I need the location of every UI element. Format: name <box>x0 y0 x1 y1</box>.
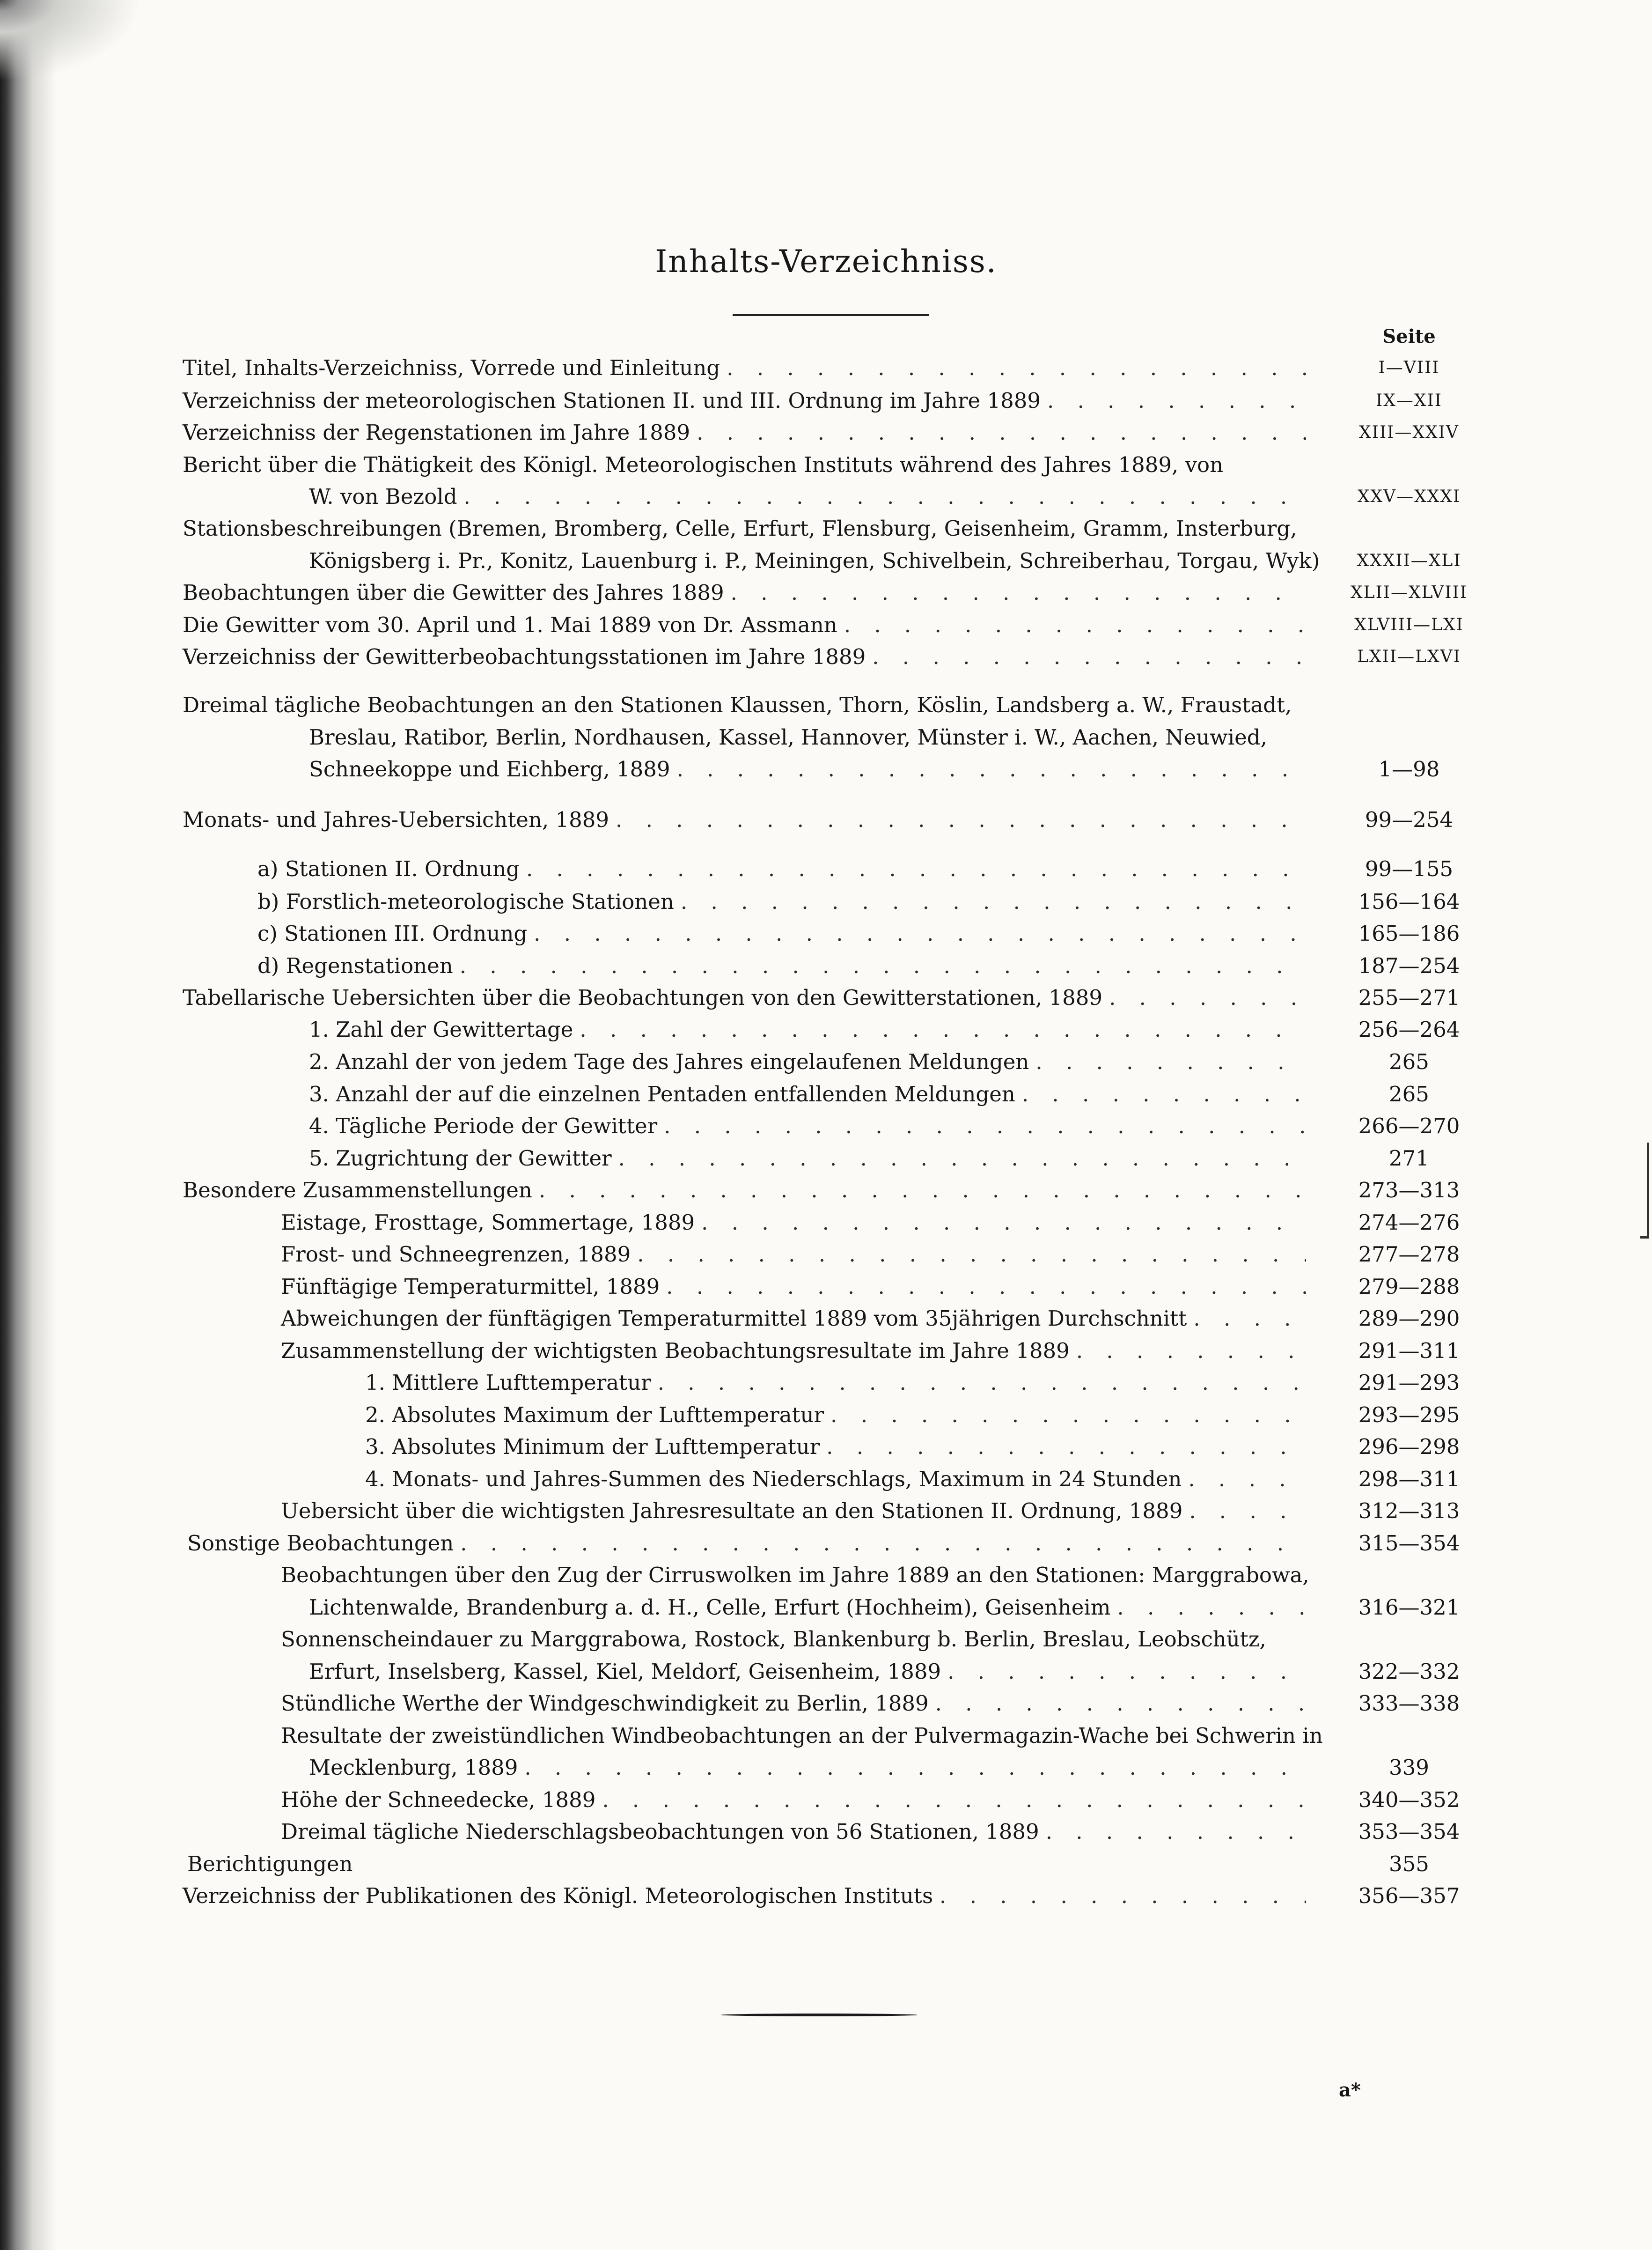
toc-page-number: 353—354 <box>1358 1819 1460 1844</box>
toc-page-number: 355 <box>1389 1852 1429 1876</box>
toc-page-number: I—VIII <box>1378 358 1440 377</box>
dot-leader <box>1022 1080 1306 1109</box>
dot-leader <box>1035 1048 1306 1077</box>
toc-entry <box>309 1015 1325 1044</box>
toc-page-number: 291—293 <box>1358 1370 1460 1395</box>
toc-page-number: 271 <box>1389 1146 1429 1171</box>
toc-page-number: 99—254 <box>1365 807 1454 832</box>
dot-leader <box>731 578 1306 607</box>
toc-entry-title: c) Stationen III. Ordnung <box>257 921 528 946</box>
toc-page-number: XIII—XXIV <box>1359 423 1459 442</box>
toc-page-number: LXII—LXVI <box>1357 647 1461 666</box>
toc-entry-title: 5. Zugrichtung der Gewitter <box>309 1146 612 1171</box>
toc-page-number: XLII—XLVIII <box>1351 583 1468 602</box>
dot-leader <box>1188 1465 1306 1494</box>
toc-entry-title: Titel, Inhalts-Verzeichniss, Vorrede und Einleitung <box>183 355 720 380</box>
toc-page-number: 1—98 <box>1378 757 1440 782</box>
toc-entry <box>309 1048 1325 1077</box>
toc-entry <box>281 1721 1325 1750</box>
dot-leader <box>830 1401 1306 1430</box>
dot-leader <box>1189 1497 1306 1526</box>
toc-page-number: 256—264 <box>1358 1017 1460 1042</box>
toc-entry <box>309 723 1325 752</box>
toc-entry-title: Monats- und Jahres-Uebersichten, 1889 <box>183 807 609 832</box>
toc-page-number: 356—357 <box>1358 1883 1460 1908</box>
toc-entry <box>281 1208 1325 1237</box>
toc-entry-title: b) Forstlich-meteorologische Stationen <box>257 889 674 914</box>
toc-entry <box>281 1304 1325 1333</box>
toc-entry-title: Beobachtungen über die Gewitter des Jahres 1889 <box>183 580 724 605</box>
toc-page-number: 315—354 <box>1358 1531 1460 1556</box>
signature-mark: a* <box>1339 2079 1361 2101</box>
toc-entry <box>187 1529 1325 1558</box>
dot-leader <box>1046 1817 1306 1846</box>
dot-leader <box>1193 1304 1306 1333</box>
toc-entry <box>183 578 1325 607</box>
toc-entry-title: Verzeichniss der Publikationen des Königl. Meteorologischen Instituts <box>183 1883 933 1908</box>
toc-entry <box>183 514 1325 543</box>
toc-page-number: 339 <box>1389 1755 1429 1780</box>
toc-entry <box>281 1272 1325 1301</box>
toc-entry <box>187 1850 1325 1879</box>
toc-entry <box>281 1689 1325 1718</box>
toc-entry-title: Lichtenwalde, Brandenburg a. d. H., Celle, Erfurt (Hochheim), Geisenheim <box>309 1595 1111 1620</box>
toc-entry-title: Resultate der zweistündlichen Windbeobachtungen an der Pulvermagazin-Wache bei Schwerin in <box>281 1723 1323 1748</box>
toc-entry-title: d) Regenstationen <box>257 953 453 978</box>
dot-leader <box>666 1272 1306 1301</box>
toc-entry-title: Berichtigungen <box>187 1852 353 1876</box>
toc-entry <box>281 1561 1325 1590</box>
toc-entry-title: Sonstige Beobachtungen <box>187 1531 454 1556</box>
dot-leader <box>618 1144 1306 1173</box>
toc-page-number: 273—313 <box>1358 1178 1460 1202</box>
toc-entry-title: Verzeichniss der Regenstationen im Jahre 1889 <box>183 420 690 445</box>
dot-leader <box>697 418 1306 447</box>
dot-leader <box>727 354 1306 383</box>
toc-entry-title: Zusammenstellung der wichtigsten Beobachtungsresultate im Jahre 1889 <box>281 1338 1070 1363</box>
dot-leader <box>701 1208 1306 1237</box>
toc-page-number: 293—295 <box>1358 1402 1460 1427</box>
toc-page-number: 266—270 <box>1358 1114 1460 1138</box>
toc-page-number: 99—155 <box>1365 856 1454 881</box>
toc-entry <box>281 1336 1325 1365</box>
toc-page-number: 333—338 <box>1358 1691 1460 1716</box>
dot-leader <box>664 1112 1306 1141</box>
toc-entry-title: Dreimal tägliche Niederschlagsbeobachtungen von 56 Stationen, 1889 <box>281 1819 1039 1844</box>
toc-entry <box>281 1625 1325 1654</box>
toc-entry <box>309 755 1325 784</box>
toc-entry-title: Stationsbeschreibungen (Bremen, Bromberg, Celle, Erfurt, Flensburg, Geisenheim, Gramm, Insterburg, <box>183 516 1297 541</box>
toc-entry-title: Königsberg i. Pr., Konitz, Lauenburg i. P., Meiningen, Schivelbein, Schreiberhau, Torgau, Wyk) <box>309 548 1320 573</box>
toc-page-number: 289—290 <box>1358 1306 1460 1331</box>
page-column-header: Seite <box>1382 325 1436 347</box>
toc-entry <box>183 983 1325 1012</box>
toc-entry-title: 2. Absolutes Maximum der Lufttemperatur <box>365 1402 824 1427</box>
toc-page-number: XXV—XXXI <box>1357 487 1461 506</box>
end-ornament-rule <box>721 2014 918 2016</box>
toc-entry-title: Tabellarische Uebersichten über die Beobachtungen von den Gewitterstationen, 1889 <box>183 985 1103 1010</box>
dot-leader <box>637 1240 1306 1269</box>
toc-entry <box>183 1881 1325 1911</box>
dot-leader <box>1109 983 1306 1012</box>
toc-entry <box>257 919 1325 948</box>
toc-entry-title: Besondere Zusammenstellungen <box>183 1178 532 1202</box>
dot-leader <box>935 1689 1306 1718</box>
toc-entry-title: Stündliche Werthe der Windgeschwindigkeit zu Berlin, 1889 <box>281 1691 929 1716</box>
toc-page-number: 187—254 <box>1358 953 1460 978</box>
toc-entry <box>183 805 1325 834</box>
toc-entry-title: Breslau, Ratibor, Berlin, Nordhausen, Kassel, Hannover, Münster i. W., Aachen, Neuwied, <box>309 725 1267 750</box>
toc-entry-title: Dreimal tägliche Beobachtungen an den Stationen Klaussen, Thorn, Köslin, Landsberg a. W., Fraustadt, <box>183 693 1292 717</box>
toc-page-number: 298—311 <box>1358 1467 1460 1491</box>
toc-entry <box>183 418 1325 447</box>
toc-entry-title: Bericht über die Thätigkeit des Königl. Meteorologischen Instituts während des Jahres 1889, von <box>183 452 1224 477</box>
dot-leader <box>460 1529 1306 1558</box>
toc-entry-title: W. von Bezold <box>309 484 457 509</box>
toc-entry-title: Beobachtungen über den Zug der Cirruswolken im Jahre 1889 an den Stationen: Marggrabowa, <box>281 1563 1309 1587</box>
toc-entry-title: 1. Mittlere Lufttemperatur <box>365 1370 651 1395</box>
page-title: Inhalts-Verzeichniss. <box>655 243 997 280</box>
toc-entry-title: Erfurt, Inselsberg, Kassel, Kiel, Meldorf, Geisenheim, 1889 <box>309 1659 941 1684</box>
toc-page-number: 340—352 <box>1358 1787 1460 1812</box>
dot-leader <box>526 855 1306 884</box>
toc-entry-title: Höhe der Schneedecke, 1889 <box>281 1787 596 1812</box>
toc-entry-title: a) Stationen II. Ordnung <box>257 856 520 881</box>
toc-entry <box>365 1465 1325 1494</box>
toc-entry <box>309 1753 1325 1782</box>
toc-entry <box>257 887 1325 916</box>
toc-page-number: 291—311 <box>1358 1338 1460 1363</box>
toc-entry <box>281 1817 1325 1846</box>
toc-entry-title: Uebersicht über die wichtigsten Jahresresultate an den Stationen II. Ordnung, 1889 <box>281 1498 1183 1523</box>
dot-leader <box>826 1432 1306 1461</box>
toc-entry-title: Sonnenscheindauer zu Marggrabowa, Rostock, Blankenburg b. Berlin, Breslau, Leobschütz, <box>281 1627 1266 1652</box>
toc-entry-title: Verzeichniss der meteorologischen Stationen II. und III. Ordnung im Jahre 1889 <box>183 388 1041 413</box>
dot-leader <box>844 611 1306 640</box>
toc-entry-title: Mecklenburg, 1889 <box>309 1755 518 1780</box>
toc-page-number: 165—186 <box>1358 921 1460 946</box>
toc-entry <box>183 386 1325 415</box>
toc-entry-title: 2. Anzahl der von jedem Tage des Jahres eingelaufenen Meldungen <box>309 1049 1029 1074</box>
toc-entry <box>309 546 1325 575</box>
toc-entry <box>183 611 1325 640</box>
toc-page-number: IX—XII <box>1376 391 1442 410</box>
toc-entry-title: 3. Anzahl der auf die einzelnen Pentaden entfallenden Meldungen <box>309 1082 1015 1107</box>
dot-leader <box>464 482 1307 511</box>
toc-entry-title: Fünftägige Temperaturmittel, 1889 <box>281 1274 660 1299</box>
toc-page-number: 274—276 <box>1358 1210 1460 1235</box>
toc-entry-title: Frost- und Schneegrenzen, 1889 <box>281 1242 631 1267</box>
toc-page-number: 255—271 <box>1358 985 1460 1010</box>
dot-leader <box>677 755 1306 784</box>
toc-entry <box>309 1593 1325 1622</box>
toc-page-number: 312—313 <box>1358 1498 1460 1523</box>
toc-page-number: XLVIII—LXI <box>1354 615 1464 634</box>
toc-entry <box>309 1080 1325 1109</box>
dot-leader <box>602 1785 1306 1815</box>
toc-entry <box>309 1657 1325 1686</box>
dot-leader <box>681 887 1306 916</box>
toc-entry-title: Abweichungen der fünftägigen Temperaturmittel 1889 vom 35jährigen Durchschnitt <box>281 1306 1187 1331</box>
toc-page-number: 265 <box>1389 1049 1429 1074</box>
dot-leader <box>534 919 1306 948</box>
toc-page-number: 265 <box>1389 1082 1429 1107</box>
toc-entry <box>257 855 1325 884</box>
toc-page-number: 156—164 <box>1358 889 1460 914</box>
dot-leader <box>580 1015 1306 1044</box>
dot-leader <box>947 1657 1306 1686</box>
toc-entry <box>365 1432 1325 1461</box>
dot-leader <box>460 952 1306 981</box>
toc-entry <box>183 691 1325 720</box>
toc-entry <box>309 1144 1325 1173</box>
toc-entry-title: Verzeichniss der Gewitterbeobachtungsstationen im Jahre 1889 <box>183 644 866 669</box>
dot-leader <box>940 1881 1306 1911</box>
toc-entry <box>257 952 1325 981</box>
dot-leader <box>658 1368 1306 1397</box>
toc-entry <box>309 482 1325 511</box>
toc-page-number: 277—278 <box>1358 1242 1460 1267</box>
toc-entry <box>183 642 1325 671</box>
dot-leader <box>872 642 1306 671</box>
toc-entry-title: 4. Tägliche Periode der Gewitter <box>309 1114 658 1138</box>
toc-entry <box>309 1112 1325 1141</box>
toc-page-number: 296—298 <box>1358 1434 1460 1459</box>
dot-leader <box>539 1176 1306 1205</box>
dot-leader <box>1047 386 1306 415</box>
toc-entry <box>365 1401 1325 1430</box>
toc-entry-title: 4. Monats- und Jahres-Summen des Niederschlags, Maximum in 24 Stunden <box>365 1467 1182 1491</box>
toc-entry-title: 1. Zahl der Gewittertage <box>309 1017 573 1042</box>
toc-entry <box>365 1368 1325 1397</box>
dot-leader <box>1117 1593 1306 1622</box>
toc-page-number: 279—288 <box>1358 1274 1460 1299</box>
toc-entry-title: 3. Absolutes Minimum der Lufttemperatur <box>365 1434 820 1459</box>
toc-entry-title: Die Gewitter vom 30. April und 1. Mai 1889 von Dr. Assmann <box>183 612 837 637</box>
toc-entry <box>281 1785 1325 1815</box>
dot-leader <box>1076 1336 1306 1365</box>
toc-entry <box>183 354 1325 383</box>
toc-entry <box>281 1497 1325 1526</box>
dot-leader <box>616 805 1306 834</box>
toc-entry <box>281 1240 1325 1269</box>
toc-entry <box>183 450 1325 480</box>
toc-entry <box>183 1176 1325 1205</box>
toc-entry-title: Eistage, Frosttage, Sommertage, 1889 <box>281 1210 695 1235</box>
toc-page-number: 322—332 <box>1358 1659 1460 1684</box>
toc-page-number: 316—321 <box>1358 1595 1460 1620</box>
toc-page-number: XXXII—XLI <box>1357 551 1461 570</box>
toc-entry-title: Schneekoppe und Eichberg, 1889 <box>309 757 670 782</box>
dot-leader <box>524 1753 1306 1782</box>
